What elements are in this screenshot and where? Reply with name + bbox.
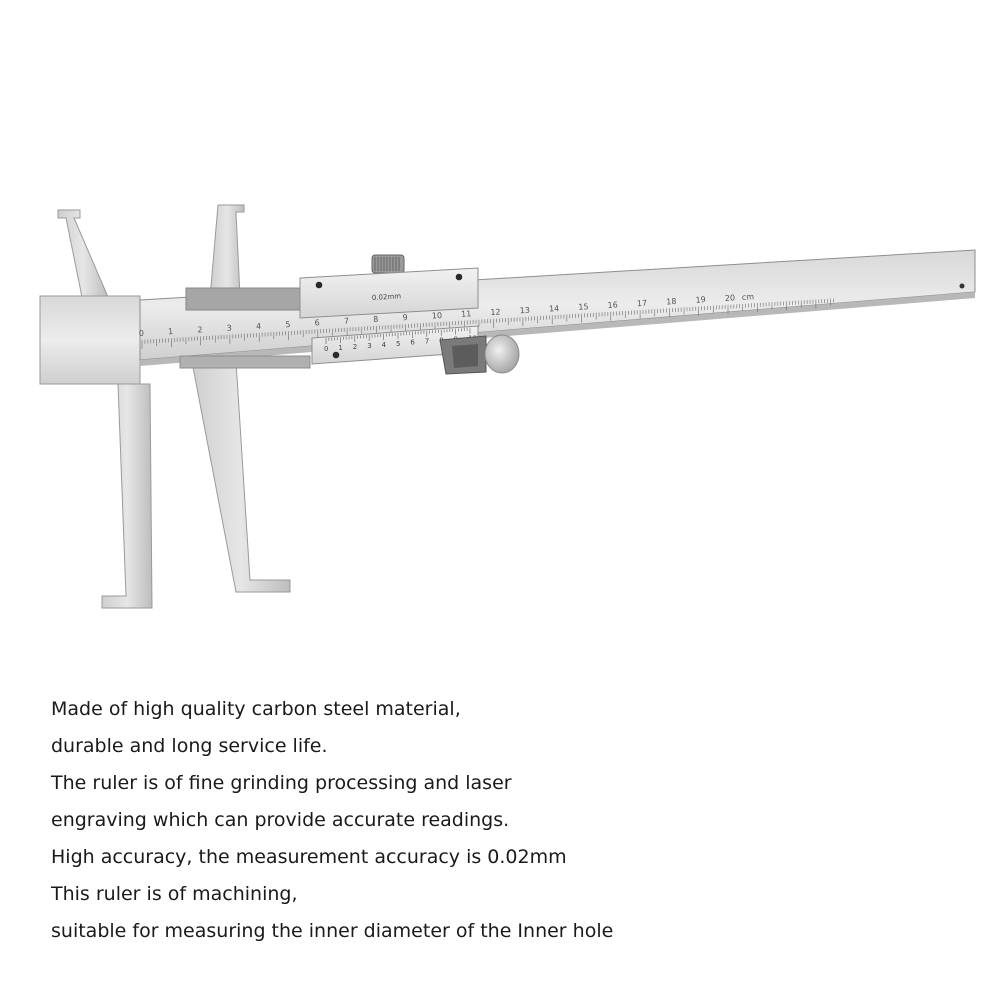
scale-label: 2 — [197, 325, 203, 335]
description-line: durable and long service life. — [51, 735, 328, 757]
description-line: Made of high quality carbon steel material, — [51, 698, 461, 720]
scale-label: 17 — [636, 298, 648, 309]
scale-label: 13 — [519, 305, 531, 316]
vernier-scale-label: 0 — [324, 344, 329, 353]
movable-jaw — [180, 205, 310, 592]
screw-icon — [333, 352, 340, 359]
scale-label: 10 — [431, 310, 443, 321]
scale-label: 15 — [578, 302, 589, 312]
scale-label: 7 — [343, 316, 350, 326]
scale-label: 0 — [138, 328, 145, 339]
slider-top-block — [300, 255, 478, 318]
vernier-scale-label: 5 — [396, 339, 401, 348]
description-line: The ruler is of fine grinding processing and laser — [51, 772, 512, 794]
vernier-scale-label: 3 — [367, 341, 372, 350]
scale-label: 12 — [490, 307, 501, 318]
description-line: This ruler is of machining, — [51, 883, 298, 905]
scale-label: 3 — [226, 323, 233, 333]
scale-unit-label: cm — [741, 292, 755, 302]
description-line: suitable for measuring the inner diameter of the Inner hole — [51, 920, 614, 942]
scale-label: 18 — [665, 296, 677, 307]
scale-label: 6 — [314, 318, 321, 328]
lock-bracket — [440, 336, 486, 374]
scale-label: 11 — [460, 309, 472, 319]
scale-label: 16 — [607, 300, 619, 310]
scale-label: 19 — [695, 295, 706, 305]
scale-label: 9 — [402, 312, 408, 323]
vernier-scale-label: 4 — [381, 340, 387, 349]
description-line: engraving which can provide accurate readings. — [51, 809, 510, 831]
vernier-scale-label: 6 — [410, 338, 415, 347]
vernier-scale-label: 7 — [424, 337, 430, 346]
scale-label: 8 — [372, 314, 379, 325]
scale-label: 5 — [285, 319, 291, 330]
screw-icon — [456, 274, 463, 281]
vernier-scale-label: 1 — [338, 343, 343, 352]
screw-icon — [316, 282, 323, 289]
vernier-scale-label: 2 — [352, 342, 358, 351]
product-description — [51, 697, 951, 956]
scale-label: 1 — [167, 327, 174, 337]
scale-label: 20 — [724, 293, 736, 303]
vernier-label: 0.02mm — [371, 292, 402, 302]
description-line: High accuracy, the measurement accuracy is 0.02mm — [51, 846, 567, 868]
scale-label: 4 — [255, 321, 262, 332]
fixed-jaw — [40, 210, 152, 608]
thumb-wheel — [485, 335, 519, 373]
scale-label: 14 — [548, 303, 560, 314]
